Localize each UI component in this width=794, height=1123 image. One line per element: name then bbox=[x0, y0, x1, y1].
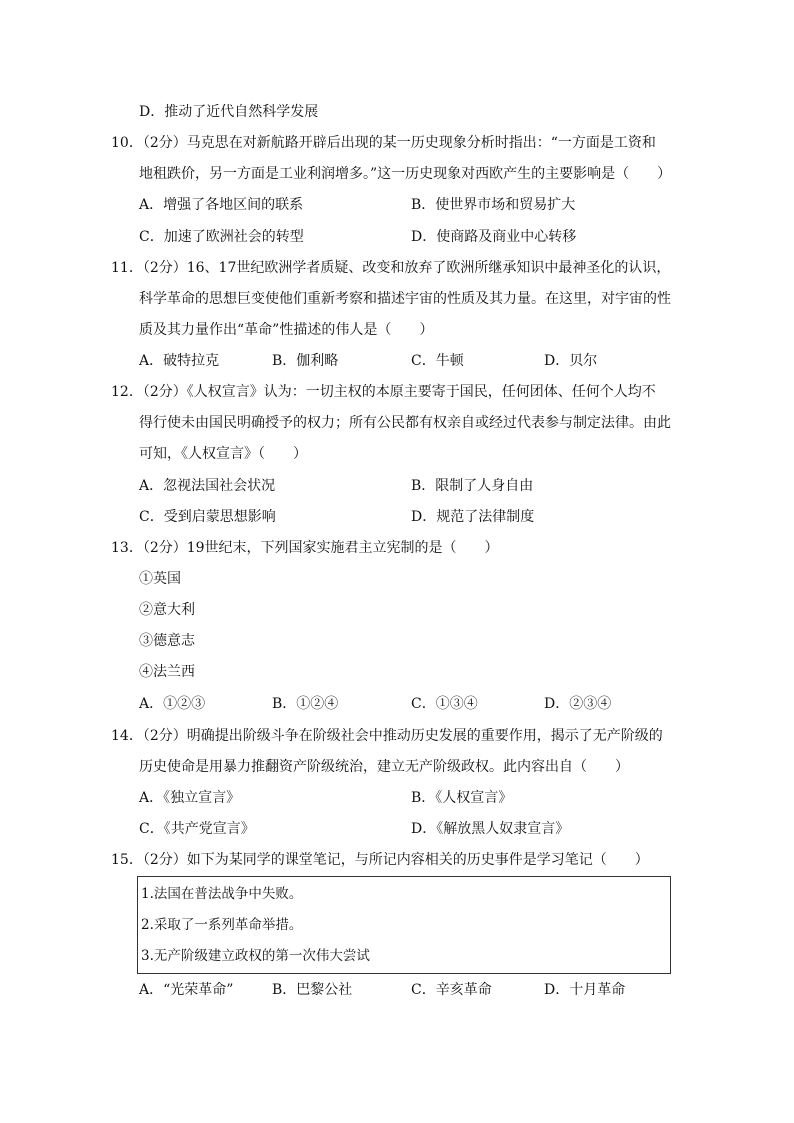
q10-stem-line1: 10．（2分）马克思在对新航路开辟后出现的某一历史现象分析时指出：“一方面是工资和 bbox=[111, 135, 656, 151]
note-line: 3.无产阶级建立政权的第一次伟大尝试 bbox=[141, 948, 370, 964]
q11-option-a: A．破特拉克 bbox=[139, 353, 220, 369]
q11-stem-line3: 质及其力量作出“革命”性描述的伟人是（ ） bbox=[139, 322, 434, 338]
q14-option-a: A．《独立宣言》 bbox=[139, 790, 241, 806]
q10-option-b: B．使世界市场和贸易扩大 bbox=[411, 197, 576, 213]
q13-option-c: C．①③④ bbox=[411, 696, 478, 712]
q13-stem-line1: 13．（2分）19世纪末，下列国家实施君主立宪制的是（ ） bbox=[111, 540, 499, 556]
q13-option-a: A．①②③ bbox=[139, 696, 206, 712]
q12-stem-line2: 得行使未由国民明确授予的权力；所有公民都有权亲自或经过代表参与制定法律。由此 bbox=[139, 415, 671, 431]
note-line: 1.法国在普法战争中失败。 bbox=[141, 886, 303, 902]
q13-item: ③德意志 bbox=[139, 633, 195, 649]
q13-item: ②意大利 bbox=[139, 602, 195, 618]
q11-stem-line1: 11．（2分）16、17世纪欧洲学者质疑、改变和放弃了欧洲所继承知识中最神圣化的认识， bbox=[111, 260, 671, 276]
q15-option-d: D．十月革命 bbox=[544, 982, 626, 998]
q9-option-d: D．推动了近代自然科学发展 bbox=[139, 104, 319, 120]
q12-stem-line3: 可知，《人权宣言》（ ） bbox=[139, 446, 307, 462]
q10-option-d: D．使商路及商业中心转移 bbox=[411, 229, 577, 245]
q13-option-d: D．②③④ bbox=[544, 696, 612, 712]
q15-option-a: A．“光荣革命” bbox=[139, 982, 234, 998]
q14-option-c: C．《共产党宣言》 bbox=[139, 821, 255, 837]
q11-option-d: D．贝尔 bbox=[544, 353, 598, 369]
q13-item: ④法兰西 bbox=[139, 664, 195, 680]
q15-stem-line1: 15．（2分）如下为某同学的课堂笔记，与所记内容相关的历史事件是学习笔记（ ） bbox=[111, 852, 649, 868]
q11-option-b: B．伽利略 bbox=[272, 353, 339, 369]
q14-option-d: D．《解放黑人奴隶宣言》 bbox=[411, 821, 570, 837]
q12-stem-line1: 12．（2分）《人权宣言》认为：一切主权的本原主要寄于国民，任何团体、任何个人均不 bbox=[111, 384, 656, 400]
q14-stem-line1: 14．（2分）明确提出阶级斗争在阶级社会中推动历史发展的重要作用，揭示了无产阶级的 bbox=[111, 728, 663, 744]
class-notes-box bbox=[137, 876, 671, 974]
q10-stem-line2: 地租跌价，另一方面是工业利润增多。”这一历史现象对西欧产生的主要影响是（ ） bbox=[139, 166, 672, 182]
q11-stem-line2: 科学革命的思想巨变使他们重新考察和描述宇宙的性质及其力量。在这里，对宇宙的性 bbox=[139, 291, 671, 307]
q10-option-a: A．增强了各地区间的联系 bbox=[139, 197, 304, 213]
q12-option-d: D．规范了法律制度 bbox=[411, 509, 535, 525]
q15-option-c: C．辛亥革命 bbox=[411, 982, 492, 998]
note-line: 2.采取了一系列革命举措。 bbox=[141, 917, 303, 933]
q14-option-b: B．《人权宣言》 bbox=[411, 790, 513, 806]
q10-option-c: C．加速了欧洲社会的转型 bbox=[139, 229, 304, 245]
q15-option-b: B．巴黎公社 bbox=[272, 982, 353, 998]
q11-option-c: C．牛顿 bbox=[411, 353, 464, 369]
q13-option-b: B．①②④ bbox=[272, 696, 339, 712]
q13-item: ①英国 bbox=[139, 571, 181, 587]
q14-stem-line2: 历史使命是用暴力推翻资产阶级统治，建立无产阶级政权。此内容出自（ ） bbox=[139, 759, 629, 775]
q12-option-b: B．限制了人身自由 bbox=[411, 478, 534, 494]
q12-option-c: C．受到启蒙思想影响 bbox=[139, 509, 276, 525]
q12-option-a: A．忽视法国社会状况 bbox=[139, 478, 276, 494]
